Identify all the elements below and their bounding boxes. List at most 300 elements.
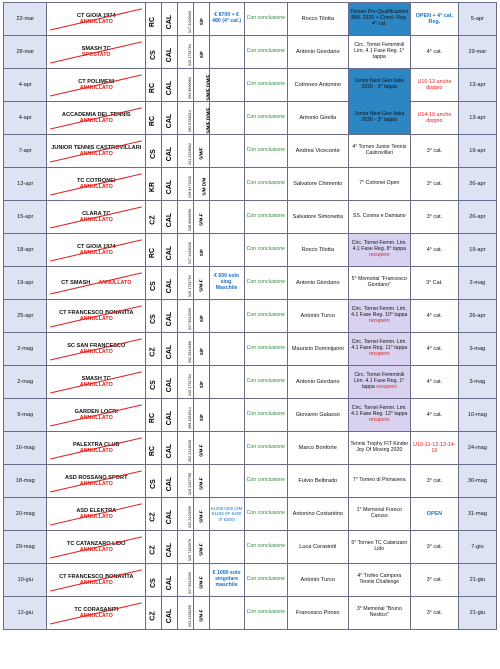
club-name: SMASH TC [81, 375, 111, 382]
tournament-title-cell [348, 267, 411, 300]
conclusion-cell [244, 3, 287, 36]
conclusion: Con conclusione [246, 312, 286, 319]
conclusion-cell [244, 201, 287, 234]
open-category-cell [411, 168, 459, 201]
club-cell [47, 597, 146, 630]
referee-name: Salvatore Chimento [293, 180, 343, 187]
conclusion: Con conclusione [246, 114, 286, 121]
end-date-cell [458, 399, 496, 432]
end-date: 26-apr [469, 312, 486, 319]
tournament-title: Tennis Trophy FIT Kinder Joy Of Moving 2020 [350, 441, 409, 453]
category: S/M-F [198, 213, 204, 226]
category: S/M/F [198, 147, 204, 160]
prize-cell [209, 135, 244, 168]
phone-number: 392 2218838 [187, 439, 192, 462]
category: S/M/F D/M/F [205, 107, 211, 134]
club-status: ANNULLATO [79, 349, 113, 356]
start-date: 12-giu [17, 609, 34, 616]
province: CZ [149, 545, 157, 555]
province-cell [146, 531, 162, 564]
region-cell [161, 531, 177, 564]
end-date: 26-apr [469, 180, 486, 187]
conclusion: Con conclusione [246, 576, 286, 583]
region-cell [161, 3, 177, 36]
conclusion-cell [244, 564, 287, 597]
category: S/M-F [198, 609, 204, 622]
region: CAL [166, 608, 174, 624]
club-status: ANNULLATO [79, 184, 113, 191]
club-status: ANNULLATO [79, 151, 113, 158]
tournament-title-cell [348, 399, 411, 432]
club-status: ANNULLATO [79, 613, 113, 620]
open-category: 3° cat. [426, 213, 443, 220]
end-date-cell [458, 102, 496, 135]
province-cell [146, 597, 162, 630]
referee-name: Rocco Tilotta [301, 15, 334, 22]
club-status: ANNULLATO [79, 514, 113, 521]
conclusion: Con conclusione [246, 510, 286, 517]
tournament-title-cell [348, 168, 411, 201]
prize-cell [209, 69, 244, 102]
open-category-cell [411, 333, 459, 366]
province-cell [146, 267, 162, 300]
table-row [4, 234, 497, 267]
region: CAL [166, 575, 174, 591]
club-name: SMASH TC [81, 45, 111, 52]
recovery-label: recupero [369, 416, 390, 423]
table-row [4, 3, 497, 36]
referee-name: Marco Bonforte [298, 444, 337, 451]
tournament-title: Circ. Tornei Femm. Lim. 4.1 Fase Reg. 10° tappa recupero [351, 306, 408, 324]
province-cell [146, 69, 162, 102]
conclusion: Con conclusione [246, 81, 286, 88]
referee-cell [288, 597, 348, 630]
phone-number: 345 1751764 [187, 43, 192, 66]
end-date: 13-apr [469, 81, 486, 88]
conclusion-cell [244, 300, 287, 333]
tournament-title: Junior Next Gen Italia 2020 - 3° tappa [354, 78, 405, 90]
province-cell [146, 168, 162, 201]
club-cell [47, 3, 146, 36]
end-date: 29-mar [468, 48, 487, 55]
province: KR [149, 181, 157, 192]
club-name: SC SAN FRANCESCO [67, 342, 126, 349]
phone-number: 339 8472943 [187, 175, 192, 198]
tournament-title-cell [348, 597, 411, 630]
conclusion-cell [244, 234, 287, 267]
conclusion: Con conclusione [246, 246, 286, 253]
prize-cell [209, 498, 244, 531]
referee-cell [288, 168, 348, 201]
phone-cell [177, 168, 193, 201]
prize-cell [209, 333, 244, 366]
category-cell [193, 69, 209, 102]
start-date-cell [4, 465, 47, 498]
open-category-cell [411, 366, 459, 399]
province-cell [146, 234, 162, 267]
club-cell [47, 333, 146, 366]
category-cell [193, 597, 209, 630]
open-category-cell [411, 3, 459, 36]
club-name: JUNIOR TENNIS CASTROVILLARI [51, 144, 142, 151]
start-date: 20-mag [15, 510, 35, 517]
open-category-cell [411, 300, 459, 333]
conclusion-cell [244, 36, 287, 69]
prize-cell [209, 267, 244, 300]
region: CAL [166, 212, 174, 228]
referee-name: Antonio Turco [300, 312, 336, 319]
end-date-cell [458, 564, 496, 597]
region: CAL [166, 278, 174, 294]
referee-cell [288, 498, 348, 531]
province-cell [146, 36, 162, 69]
table-row [4, 564, 497, 597]
tournament-title: Circ. Tornei Femminili Lim. 4.1 Fase Reg. 1° tappa [354, 42, 405, 60]
club-name: PALEXTRA CLUB [72, 441, 120, 448]
end-date-cell [458, 69, 496, 102]
province: CS [149, 379, 157, 390]
region-cell [161, 102, 177, 135]
phone-cell [177, 366, 193, 399]
end-date: 21-giu [469, 609, 486, 616]
end-date: 19-apr [469, 246, 486, 253]
open-category: U10-11-12-13-14-16 [413, 441, 456, 454]
region: CAL [166, 80, 174, 96]
tournament-title-cell [348, 498, 411, 531]
phone-cell [177, 267, 193, 300]
end-date-cell [458, 234, 496, 267]
start-date-cell [4, 300, 47, 333]
category: S/F [198, 17, 204, 26]
start-date: 9-mag [17, 411, 34, 418]
province: RC [149, 412, 157, 423]
region-cell [161, 333, 177, 366]
referee-cell [288, 531, 348, 564]
end-date: 2-mag [469, 279, 486, 286]
start-date-cell [4, 135, 47, 168]
province: RC [149, 445, 157, 456]
region: CAL [166, 47, 174, 63]
table-row [4, 399, 497, 432]
table-row [4, 69, 497, 102]
start-date-cell [4, 432, 47, 465]
province-cell [146, 333, 162, 366]
open-category: 4° cat. [426, 312, 443, 319]
start-date-cell [4, 564, 47, 597]
referee-cell [288, 300, 348, 333]
phone-cell [177, 135, 193, 168]
province: CS [149, 280, 157, 291]
conclusion: Con conclusione [246, 180, 286, 187]
region: CAL [166, 509, 174, 525]
prize-cell [209, 465, 244, 498]
referee-cell [288, 399, 348, 432]
conclusion: Con conclusione [246, 411, 286, 418]
prize-cell [209, 399, 244, 432]
region-cell [161, 465, 177, 498]
category-cell [193, 366, 209, 399]
category-cell [193, 564, 209, 597]
phone-cell [177, 333, 193, 366]
conclusion: Con conclusione [246, 609, 286, 616]
start-date: 15-apr [17, 213, 34, 220]
conclusion-cell [244, 597, 287, 630]
tournament-title-cell [348, 102, 411, 135]
prize-money: € 1000 solo singolare maschile [212, 570, 241, 588]
start-date: 28-mar [16, 48, 35, 55]
referee-name: Antonio Girella [299, 114, 337, 121]
phone-number: 329 3487788 [187, 472, 192, 495]
tournament-title: 1° Memorial Franco Caruso [356, 507, 402, 519]
open-category-cell [411, 135, 459, 168]
region: CAL [166, 14, 174, 30]
province: CZ [149, 215, 157, 225]
club-status: ANNULLATO [79, 481, 113, 488]
club-status: ANNULLATO [79, 118, 113, 125]
province-cell [146, 366, 162, 399]
phone-cell [177, 3, 193, 36]
table-row [4, 366, 497, 399]
club-status: ANNULLATO [79, 547, 113, 554]
tournament-title: 5° Torneo TC Catanzaro Lido [351, 540, 408, 552]
category-cell [193, 102, 209, 135]
open-category: 4° cat. [426, 411, 443, 418]
start-date-cell [4, 366, 47, 399]
open-category: 3° Cat. [426, 279, 443, 286]
referee-name: Antonio Giordano [296, 48, 340, 55]
end-date: 31-mag [467, 510, 487, 517]
club-cell [47, 432, 146, 465]
end-date-cell [458, 3, 496, 36]
province-cell [146, 102, 162, 135]
referee-name: Fulvio Belbrado [298, 477, 338, 484]
phone-cell [177, 531, 193, 564]
start-date: 19-apr [17, 279, 34, 286]
tournament-title: 7° Cotronei Open [359, 180, 400, 187]
open-category-cell [411, 564, 459, 597]
tournament-title-cell [348, 36, 411, 69]
province: CZ [149, 347, 157, 357]
category-cell [193, 465, 209, 498]
prize-cell [209, 531, 244, 564]
table-row [4, 531, 497, 564]
end-date-cell [458, 201, 496, 234]
open-category-cell [411, 36, 459, 69]
start-date: 2-mag [17, 378, 34, 385]
category-cell [193, 3, 209, 36]
start-date: 13-apr [17, 180, 34, 187]
table-row [4, 201, 497, 234]
category-cell [193, 36, 209, 69]
referee-name: Francesco Piroso [296, 609, 340, 616]
referee-cell [288, 564, 348, 597]
tournament-title-cell [348, 465, 411, 498]
phone-cell [177, 102, 193, 135]
tournament-title-cell [348, 564, 411, 597]
category: S/F [198, 314, 204, 323]
region: CAL [166, 245, 174, 261]
phone-cell [177, 69, 193, 102]
club-name: CT FRANCESCO BONAVITA [59, 573, 134, 580]
start-date-cell [4, 234, 47, 267]
referee-cell [288, 3, 348, 36]
club-status: ANNULLATO [79, 580, 113, 587]
region-cell [161, 432, 177, 465]
category-cell [193, 333, 209, 366]
referee-cell [288, 234, 348, 267]
end-date: 13-apr [469, 114, 486, 121]
phone-cell [177, 465, 193, 498]
category-cell [193, 432, 209, 465]
category: S/F [198, 347, 204, 356]
tournament-table [3, 2, 497, 630]
club-name: CT GIOIA 1974 [76, 243, 116, 250]
club-cell [47, 135, 146, 168]
start-date-cell [4, 201, 47, 234]
club-name: CT FRANCESCO BONAVITA [59, 309, 134, 316]
referee-cell [288, 333, 348, 366]
phone-number: 347 3480026 [187, 10, 192, 33]
club-cell [47, 234, 146, 267]
open-category: 3° cat. [426, 576, 443, 583]
table-row [4, 498, 497, 531]
prize-cell [209, 432, 244, 465]
phone-number: 331 2159062 [187, 142, 192, 165]
club-status: SPOSTATO [81, 52, 111, 59]
referee-cell [288, 36, 348, 69]
club-cell [47, 465, 146, 498]
conclusion-cell [244, 168, 287, 201]
tournament-title-cell [348, 3, 411, 36]
category-cell [193, 234, 209, 267]
recovery-label: recupero [369, 350, 390, 357]
phone-number: 333 2358255 [187, 604, 192, 627]
referee-cell [288, 267, 348, 300]
region-cell [161, 498, 177, 531]
club-status: ANNULLATO [79, 448, 113, 455]
club-cell [47, 531, 146, 564]
start-date: 4-apr [18, 81, 32, 88]
conclusion-cell [244, 135, 287, 168]
start-date: 16-mag [15, 444, 35, 451]
province-cell [146, 498, 162, 531]
phone-number: 392 0514686 [187, 340, 192, 363]
tournament-title: 4° Trofeo Campora Tennis Challenge [357, 573, 402, 585]
open-category: 4° cat. [426, 378, 443, 385]
category: S/M-F [198, 543, 204, 556]
club-cell [47, 36, 146, 69]
conclusion: Con conclusione [246, 378, 286, 385]
tournament-title: Junior Next Gen Italia 2020 - 3° tappa [354, 111, 405, 123]
province: CS [149, 313, 157, 324]
end-date: 30-mag [467, 477, 487, 484]
conclusion-cell [244, 267, 287, 300]
club-name: GARDEN LOCRI [74, 408, 118, 415]
conclusion: Con conclusione [246, 279, 286, 286]
end-date-cell [458, 135, 496, 168]
club-name: TC CORASANITI [74, 606, 119, 613]
table-row [4, 465, 497, 498]
tournament-title: Circ. Tornei Femm. Lim. 4.1 Fase Reg. 11° tappa recupero [351, 339, 408, 357]
referee-name: Salvatore Simonetta [292, 213, 343, 220]
open-category: U14-16 anche doppio [417, 111, 452, 124]
conclusion-cell [244, 531, 287, 564]
start-date-cell [4, 531, 47, 564]
prize-cell [209, 597, 244, 630]
category-cell [193, 498, 209, 531]
referee-name: Rocco Tilotta [301, 246, 334, 253]
prize-cell [209, 564, 244, 597]
end-date-cell [458, 36, 496, 69]
phone-cell [177, 234, 193, 267]
province: RC [149, 16, 157, 27]
conclusion: Con conclusione [246, 213, 286, 220]
category: S/M D/M [201, 177, 207, 196]
club-name: ASD ELEKTRA [76, 507, 117, 514]
tournament-title-cell [348, 531, 411, 564]
referee-cell [288, 366, 348, 399]
region-cell [161, 36, 177, 69]
club-name: ASD ROSSANO SPORT [65, 474, 128, 481]
referee-name: Cotroneo Antonino [294, 81, 341, 88]
conclusion: Con conclusione [246, 48, 286, 55]
region: CAL [166, 410, 174, 426]
province-cell [146, 300, 162, 333]
phone-cell [177, 564, 193, 597]
start-date-cell [4, 69, 47, 102]
open-category-cell [411, 201, 459, 234]
category: S/M-F [198, 576, 204, 589]
tournament-title-cell [348, 201, 411, 234]
start-date-cell [4, 3, 47, 36]
tournament-title-cell [348, 135, 411, 168]
recovery-label: recupero [369, 317, 390, 324]
tournament-title-cell [348, 300, 411, 333]
phone-number: 338 9066590 [187, 208, 192, 231]
end-date-cell [458, 366, 496, 399]
phone-cell [177, 498, 193, 531]
province-cell [146, 465, 162, 498]
open-category: U10-12 anche doppio [417, 78, 452, 91]
recovery-label: recupero [369, 251, 390, 258]
tournament-title: Circ. Tornei Femm. Lim. 4.1 Fase Reg. 12° tappa recupero [351, 405, 408, 423]
referee-cell [288, 432, 348, 465]
prize-money: €1200+200 (SM €1100 SF €100 3ª €200) [210, 506, 243, 522]
region-cell [161, 168, 177, 201]
recovery-label: recupero [376, 383, 397, 390]
start-date-cell [4, 36, 47, 69]
phone-number: 333 2320009 [187, 505, 192, 528]
region-cell [161, 267, 177, 300]
start-date-cell [4, 498, 47, 531]
club-status: ANNULLATO [79, 85, 113, 92]
start-date-cell [4, 399, 47, 432]
referee-cell [288, 69, 348, 102]
category: S/M-F [198, 510, 204, 523]
region: CAL [166, 113, 174, 129]
club-cell [47, 300, 146, 333]
prize-cell [209, 234, 244, 267]
region: CAL [166, 377, 174, 393]
start-date: 7-apr [18, 147, 32, 154]
conclusion: Con conclusione [246, 147, 286, 154]
region-cell [161, 300, 177, 333]
end-date: 5-apr [470, 15, 484, 22]
tournament-title: Circ. Tornei Femm. Lim. 4.1 Fase Reg. 8° tappa recupero [351, 240, 407, 258]
referee-name: Antonio Giordano [296, 279, 340, 286]
region: CAL [166, 146, 174, 162]
category-cell [193, 267, 209, 300]
